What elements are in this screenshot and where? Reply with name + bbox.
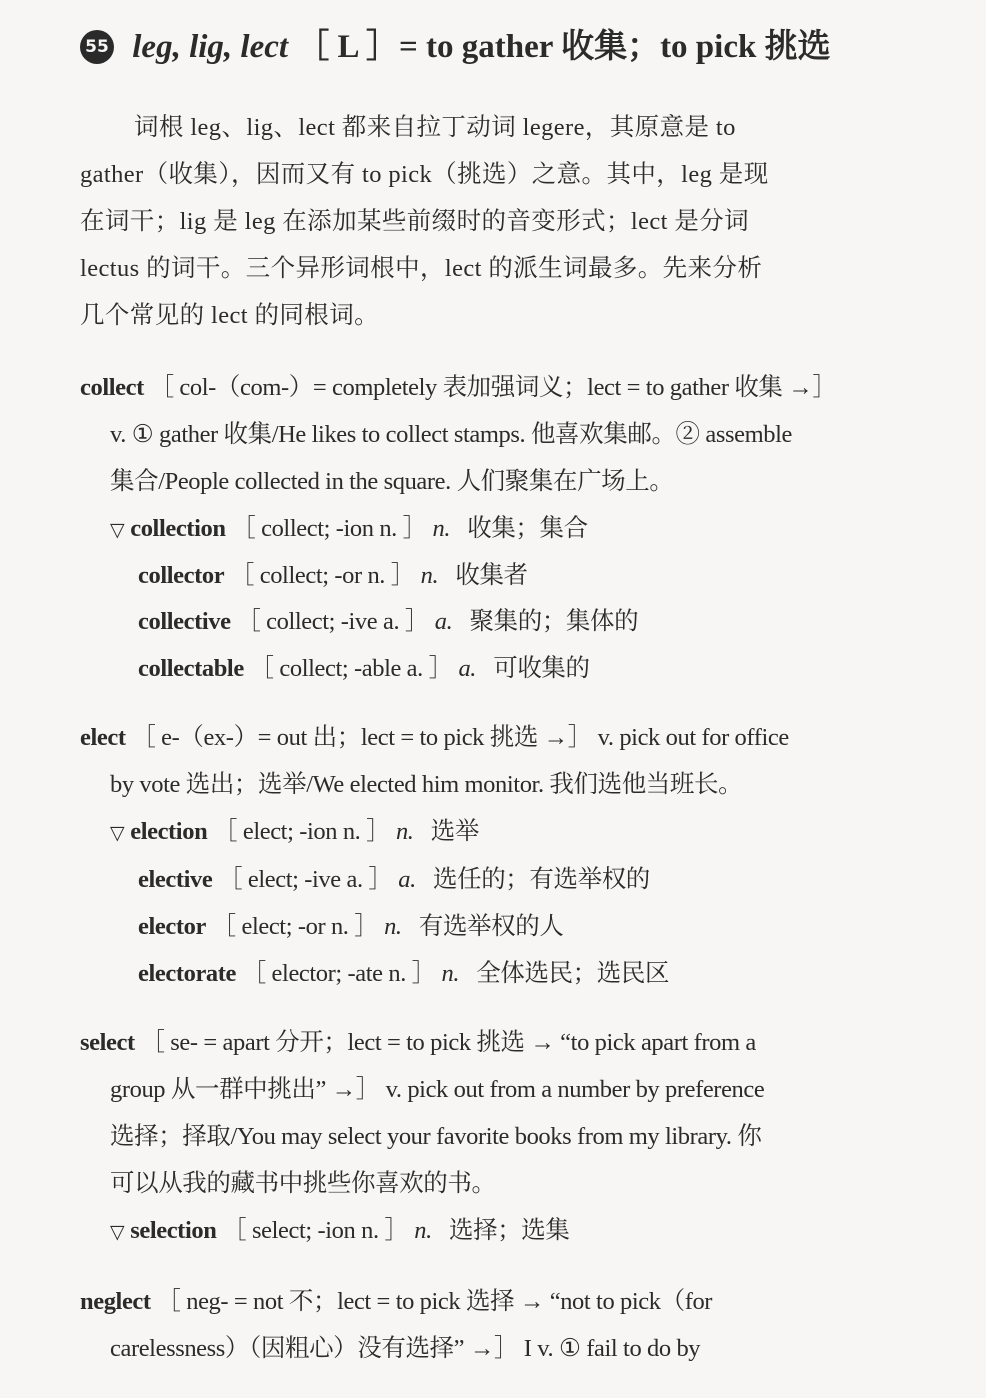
section-heading: [80, 22, 960, 72]
derived-definition: 选举: [430, 818, 479, 845]
derived-headword: collector: [138, 562, 225, 589]
entry-select-example-cont: 可以从我的藏书中挑些你喜欢的书。: [110, 1170, 496, 1197]
etymology: ［ neg- = not 不；lect = to pick 选择 → “not to pick（for: [156, 1288, 713, 1315]
derived-etymology: ［ collect; -ion n. ］: [231, 515, 427, 542]
triangle-icon: ▽: [110, 1221, 125, 1243]
part-of-speech: a.: [458, 655, 477, 682]
entry-neglect-line: [80, 1278, 712, 1325]
intro-line: 词根 leg、lig、lect 都来自拉丁动词 legere，其原意是 to: [134, 114, 736, 141]
derived-etymology: ［ elector; -ate n. ］: [241, 960, 436, 987]
derived-word-row: [110, 808, 479, 857]
headword: collect: [80, 374, 144, 401]
section-number-badge: 55: [80, 30, 114, 64]
intro-paragraph: [80, 104, 870, 339]
derived-word-row: [138, 856, 650, 903]
derived-word-row: [138, 552, 528, 599]
derived-etymology: ［ elect; -ive a. ］: [218, 866, 393, 893]
derived-headword: collectable: [138, 655, 244, 682]
derived-etymology: ［ collect; -ive a. ］: [236, 608, 430, 635]
derived-word-row: [138, 598, 638, 645]
intro-line: 在词干；lig 是 leg 在添加某些前缀时的音变形式；lect 是分词: [80, 208, 750, 235]
headword: elect: [80, 724, 126, 751]
derived-word-row: [110, 505, 588, 554]
derived-etymology: ［ collect; -able a. ］: [249, 655, 453, 682]
derived-definition: 有选举权的人: [418, 913, 564, 940]
derived-headword: selection: [130, 1217, 217, 1244]
etymology: ［ se- = apart 分开；lect = to pick 挑选 → “to pick apart from a: [140, 1029, 756, 1056]
derived-headword: elector: [138, 913, 206, 940]
derived-word-row: [138, 950, 669, 997]
derived-headword: electorate: [138, 960, 236, 987]
entry-collect-definition: v. ① gather 收集/He likes to collect stamps. 他喜欢集邮。② assemble: [110, 421, 792, 448]
derived-headword: elective: [138, 866, 213, 893]
derived-definition: 可收集的: [493, 655, 590, 682]
derived-definition: 选择；选集: [449, 1217, 570, 1244]
intro-line: lectus 的词干。三个异形词根中，lect 的派生词最多。先来分析: [80, 255, 763, 282]
entry-select-example: 选择；择取/You may select your favorite books from my library. 你: [110, 1123, 762, 1150]
entry-elect-line: [80, 714, 789, 761]
intro-line: 几个常见的 lect 的同根词。: [80, 302, 380, 329]
part-of-speech: a.: [398, 866, 416, 893]
derived-word-row: [138, 903, 563, 950]
derived-etymology: ［ elect; -ion n. ］: [213, 818, 391, 845]
entry-neglect-etymology-cont: carelessness）（因粗心）没有选择” →］ I v. ① fail to do by: [110, 1335, 701, 1362]
part-of-speech: n.: [441, 960, 460, 987]
headword: neglect: [80, 1288, 151, 1315]
derived-definition: 聚集的；集体的: [469, 608, 639, 635]
derived-etymology: ［ select; -ion n. ］: [222, 1217, 409, 1244]
entry-elect-definition: by vote 选出；选举/We elected him monitor. 我们选他当班长。: [110, 771, 743, 798]
headword: select: [80, 1029, 135, 1056]
derived-headword: collective: [138, 608, 231, 635]
heading-meaning: ［ L ］= to gather 收集；to pick 挑选: [296, 29, 831, 65]
intro-line: gather（收集），因而又有 to pick（挑选）之意。其中，leg 是现: [80, 161, 769, 188]
derived-definition: 选任的；有选举权的: [433, 866, 650, 893]
triangle-icon: ▽: [110, 519, 125, 541]
derived-headword: collection: [130, 515, 226, 542]
derived-etymology: ［ elect; -or n. ］: [211, 913, 379, 940]
etymology: ［ col-（com-）= completely 表加强词义；lect = to gather 收集 →］: [149, 374, 837, 401]
part-of-speech: n.: [432, 515, 451, 542]
part-of-speech: n.: [384, 913, 402, 940]
derived-word-row: [138, 645, 590, 692]
derived-definition: 全体选民；选民区: [476, 960, 670, 987]
triangle-icon: ▽: [110, 822, 125, 844]
entry-select-line: [80, 1019, 756, 1066]
entry-collect-example: 集合/People collected in the square. 人们聚集在广场上。: [110, 468, 674, 495]
entry-collect-line: [80, 364, 836, 411]
entry-select-etymology-cont: group 从一群中挑出” →］ v. pick out from a number by preference: [110, 1076, 765, 1103]
derived-headword: election: [130, 818, 208, 845]
derived-word-row: [110, 1207, 570, 1256]
part-of-speech: n.: [420, 562, 439, 589]
part-of-speech: a.: [434, 608, 453, 635]
part-of-speech: n.: [395, 818, 414, 845]
etymology: ［ e-（ex-）= out 出；lect = to pick 挑选 →］ v. pick out for office: [131, 724, 789, 751]
derived-etymology: ［ collect; -or n. ］: [229, 562, 415, 589]
derived-definition: 收集；集合: [467, 515, 588, 542]
derived-definition: 收集者: [455, 562, 528, 589]
part-of-speech: n.: [414, 1217, 432, 1244]
heading-roots: leg, lig, lect: [132, 29, 289, 65]
